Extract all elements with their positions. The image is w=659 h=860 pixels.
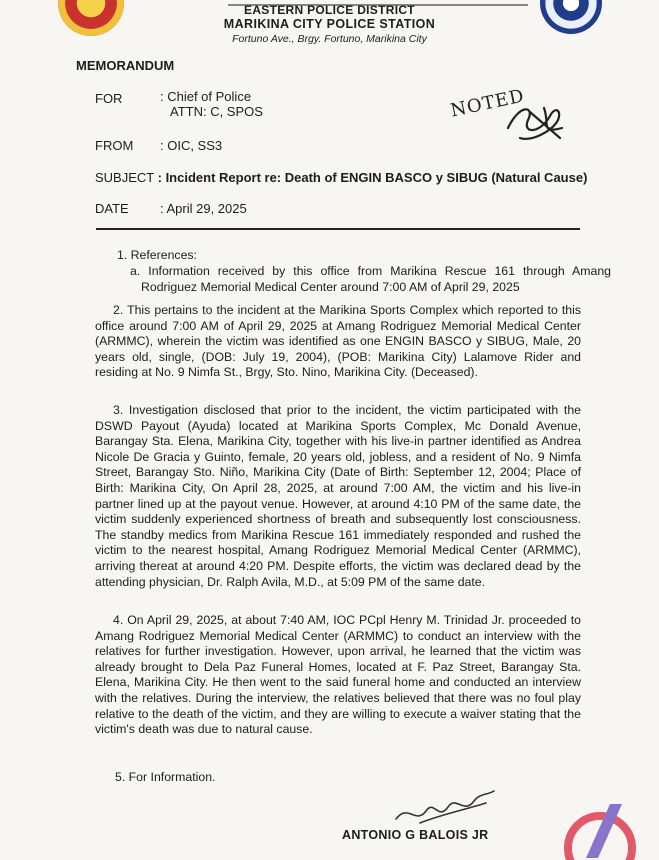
header-district: EASTERN POLICE DISTRICT: [244, 3, 415, 17]
paragraph-4: 4. On April 29, 2025, at about 7:40 AM, IOC PCpl Henry M. Trinidad Jr. proceeded to Amang Rodriguez Memorial Medical Center (ARMMC) to conduct an interview with the relatives for further investigation. However, upon arrival, he learned that the victim was already brought to Dela Paz Funeral Homes, located at F. Paz Street, Barangay Sta. Elena, Marikina City. He then went to the said funeral home and conducted an interview with the relatives. During the interview, the relatives believed that there was no foul play relative to the death of the victim, and they are willing to execute a waiver stating that the victim's death was due to natural cause.: [95, 613, 581, 737]
signatory-name: ANTONIO G BALOIS JR: [342, 828, 489, 842]
for-attn-value: ATTN: C, SPOS: [170, 104, 263, 119]
subject-value: : Incident Report re: Death of ENGIN BASCO y SIBUG (Natural Cause): [157, 170, 588, 185]
noted-handwriting: NOTED: [448, 85, 527, 122]
memo-title: MEMORANDUM: [76, 58, 175, 73]
for-value: : Chief of Police: [160, 89, 252, 104]
references-heading: 1. References:: [117, 248, 197, 262]
paragraph-5: 5. For Information.: [115, 770, 216, 784]
for-label: FOR: [95, 91, 123, 106]
reference-item-a: a. Information received by this office from Marikina Rescue 161 through Amang Rodriguez Memorial Medical Center around 7:00 AM of April 29, 2025: [130, 264, 611, 294]
header-divider: [96, 228, 580, 230]
header-address: Fortuno Ave., Brgy. Fortuno, Marikina City: [232, 33, 427, 45]
signature-scrawl: [390, 785, 500, 830]
from-value: : OIC, SS3: [160, 138, 223, 153]
header-station: MARIKINA CITY POLICE STATION: [223, 17, 436, 31]
date-value: : April 29, 2025: [160, 201, 247, 216]
paragraph-3: 3. Investigation disclosed that prior to the incident, the victim participated with the DSWD Payout (Ayuda) located at Marikina Sports Complex, Mc Donald Avenue, Barangay Sta. Elena, Marikina City, together with his live-in partner identified as Andrea Nicole De Gracia y Guinto, female, 20 years old, jobless, and a resident of No. 9 Nimfa Street, Barangay Sto. Niño, Marikina City (Date of Birth: September 12, 2004; Place of Birth: Marikina City, On April 28, 2025, at around 7:00 AM, the victim and his live-in partner lined up at the payout venue. However, at around 4:10 PM of the same date, the victim suddenly experienced shortness of breath and subsequently lost consciousness. The standby medics from Marikina Rescue 161 immediately responded and rushed the victim to the nearest hospital, Amang Rodriguez Memorial Medical Center (ARMMC), arriving thereat at around 4:20 PM. Despite efforts, the victim was declared dead by the attending physician, Dr. Ralph Avila, M.D., at 5:09 PM of the same date.: [95, 403, 581, 589]
date-label: DATE: [95, 201, 129, 216]
subject-label: SUBJECT: [95, 170, 154, 185]
subject-line: [95, 170, 587, 185]
noted-signature-scrawl: [500, 98, 570, 148]
sticker-icon: [560, 800, 640, 860]
from-label: FROM: [95, 138, 134, 153]
paragraph-2: 2. This pertains to the incident at the Marikina Sports Complex which reported to this office around 7:00 AM of April 29, 2025 at Amang Rodriguez Memorial Medical Center (ARMMC), wherein the victim was identified as one ENGIN BASCO y SIBUG, Male, 20 years old, single, (DOB: July 19, 2004), (POB: Marikina City) Lalamove Rider and residing at No. 9 Nimfa St., Brgy, Sto. Nino, Marikina City. (Deceased).: [95, 303, 581, 380]
